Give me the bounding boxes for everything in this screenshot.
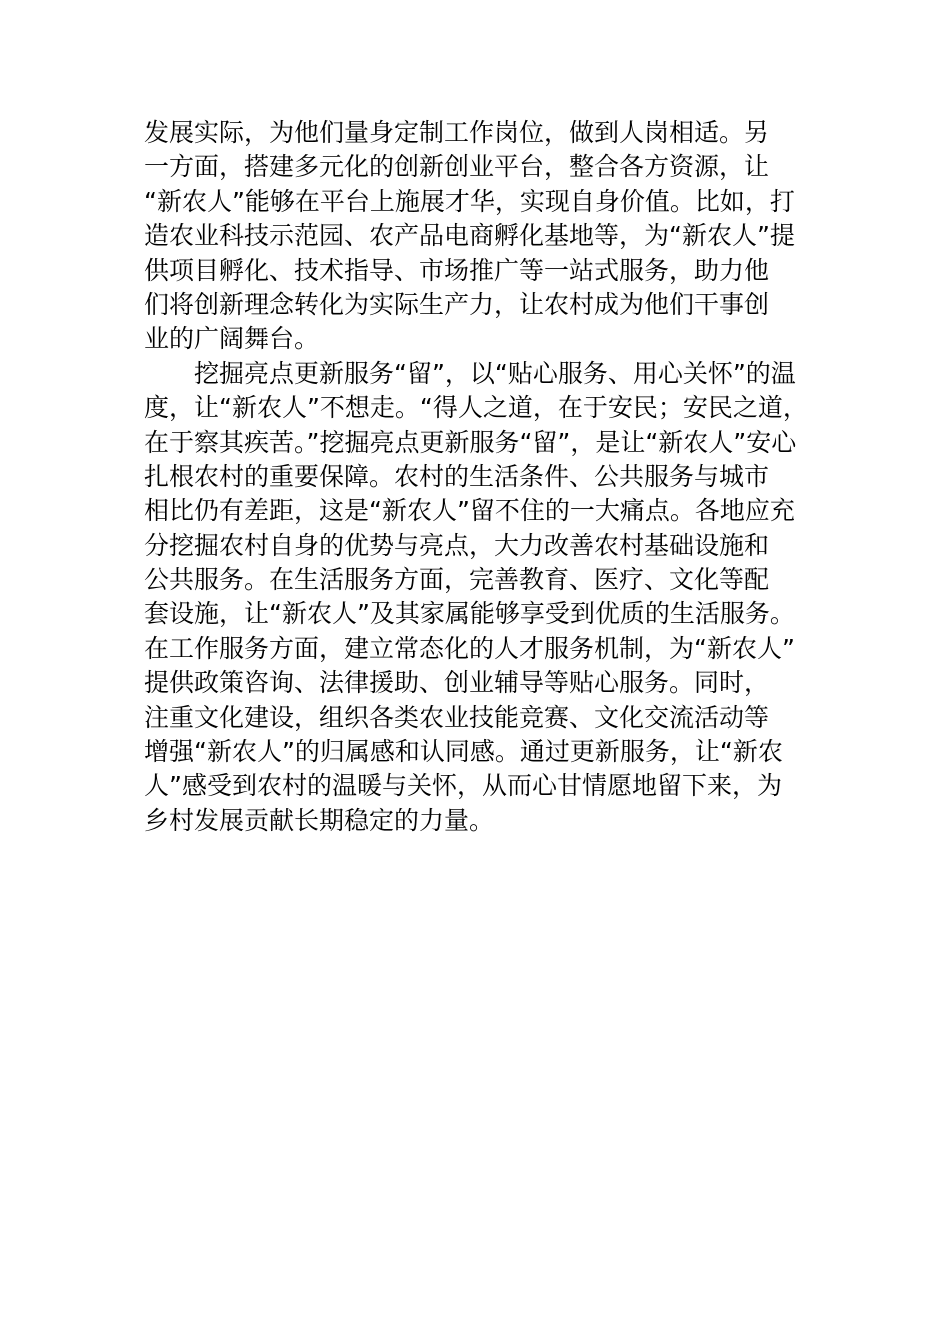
text-line: 乡村发展贡献长期稳定的力量。 <box>144 805 495 835</box>
text-line: “新农人”能够在平台上施展才华，实现自身价值。比如，打 <box>144 186 795 216</box>
text-line: 发展实际，为他们量身定制工作岗位，做到人岗相适。另 <box>144 118 770 147</box>
text-line: 提供政策咨询、法律援助、创业辅导等贴心服务。同时， <box>144 668 770 698</box>
body-text <box>144 116 834 838</box>
text-line: 分挖掘农村自身的优势与亮点，大力改善农村基础设施和 <box>144 530 770 560</box>
text-line: 增强“新农人”的归属感和认同感。通过更新服务，让“新农 <box>144 737 783 767</box>
text-line: 挖掘亮点更新服务“留”，以“贴心服务、用心关怀”的温 <box>144 358 796 388</box>
text-line: 套设施，让“新农人”及其家属能够享受到优质的生活服务。 <box>144 599 795 629</box>
text-line: 相比仍有差距，这是“新农人”留不住的一大痛点。各地应充 <box>144 496 795 526</box>
text-line: 在于察其疾苦。”挖掘亮点更新服务“留”，是让“新农人”安心 <box>144 427 797 457</box>
text-line: 在工作服务方面，建立常态化的人才服务机制，为“新农人” <box>144 633 795 663</box>
text-line: 度，让“新农人”不想走。“得人之道，在于安民；安民之道， <box>144 393 808 423</box>
text-line: 扎根农村的重要保障。农村的生活条件、公共服务与城市 <box>144 461 770 491</box>
text-line: 造农业科技示范园、农产品电商孵化基地等，为“新农人”提 <box>144 221 795 251</box>
text-line: 一方面，搭建多元化的创新创业平台，整合各方资源，让 <box>144 152 770 182</box>
text-line: 们将创新理念转化为实际生产力，让农村成为他们干事创 <box>144 289 770 319</box>
text-line: 人”感受到农村的温暖与关怀，从而心甘情愿地留下来，为 <box>144 771 782 801</box>
text-line: 公共服务。在生活服务方面，完善教育、医疗、文化等配 <box>144 565 770 595</box>
text-line: 供项目孵化、技术指导、市场推广等一站式服务，助力他 <box>144 255 770 285</box>
text-line: 注重文化建设，组织各类农业技能竞赛、文化交流活动等 <box>144 702 770 732</box>
text-line: 业的广阔舞台。 <box>144 324 320 354</box>
